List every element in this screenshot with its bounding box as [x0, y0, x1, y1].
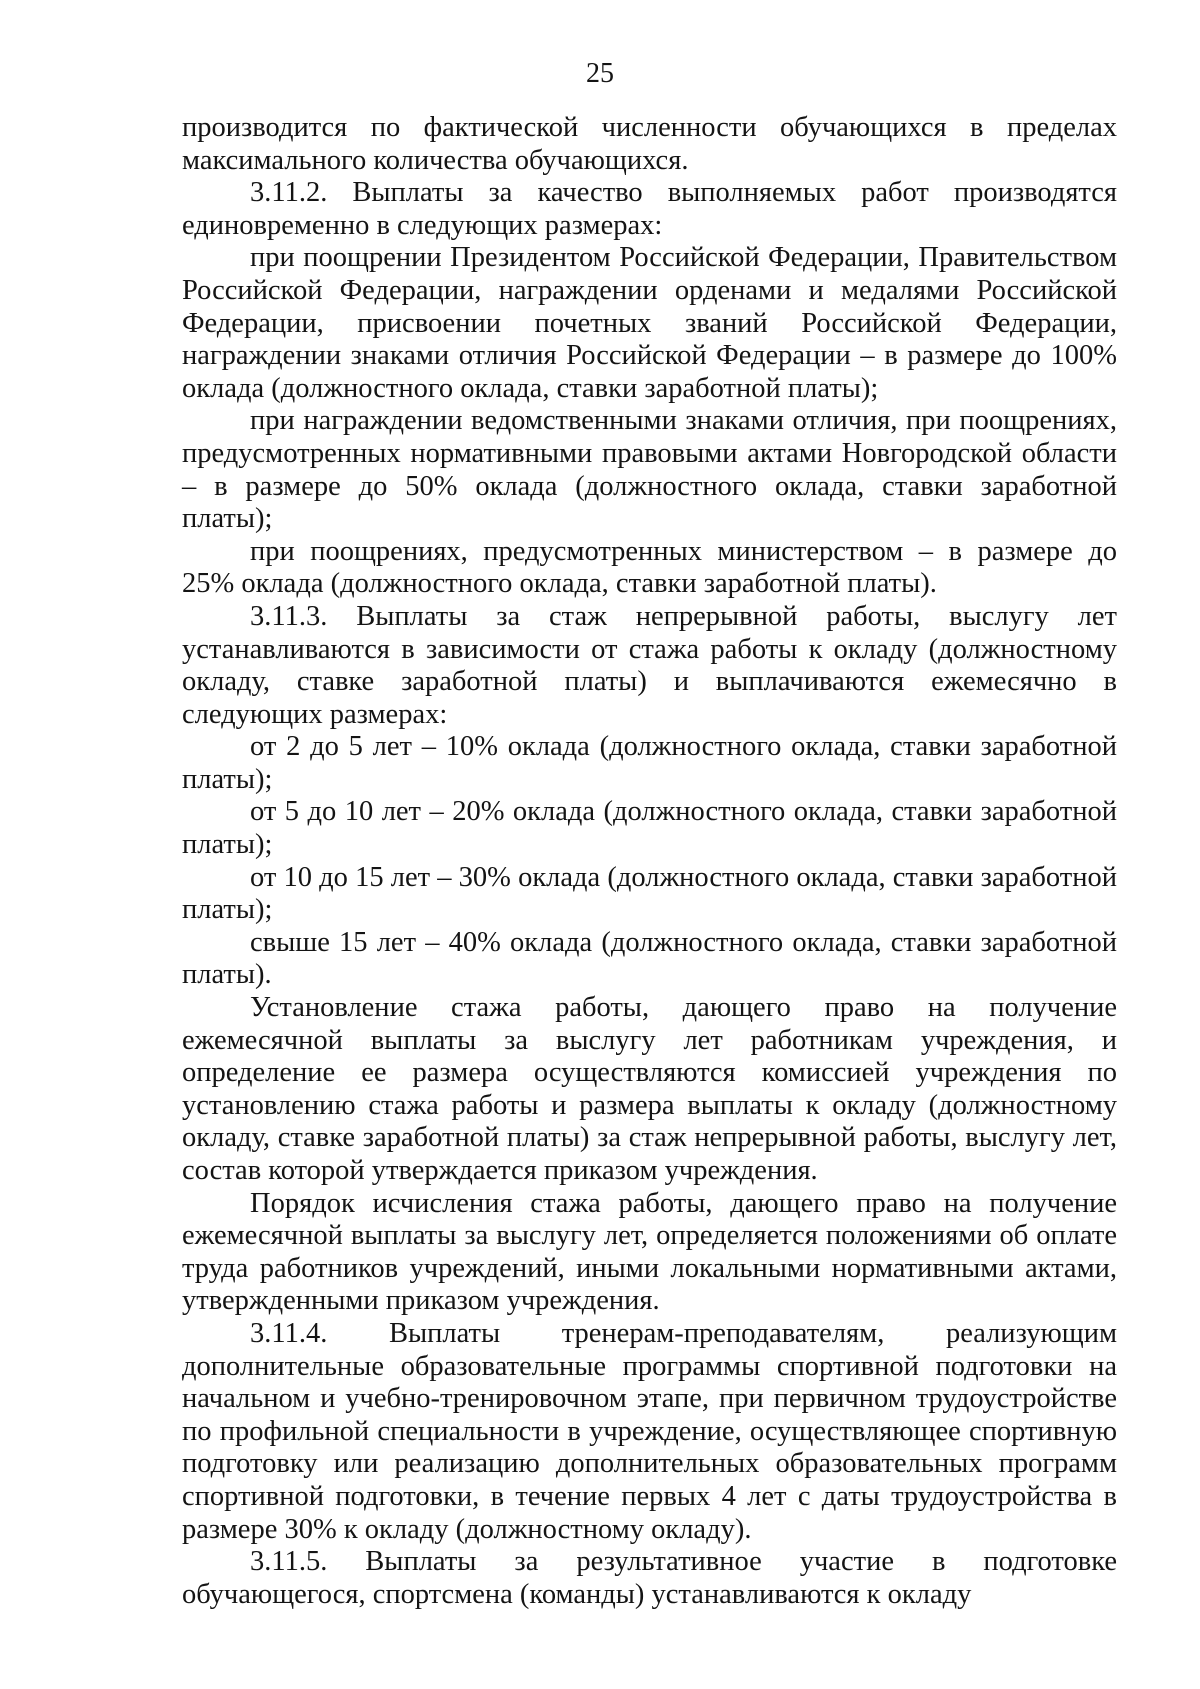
- paragraph-4: при награждении ведомственными знаками отличия, при поощрениях, предусмотренных нормативными правовыми актами Новгородской области – в размере до 50% оклада (должностного оклада, ставки заработной платы);: [182, 405, 1117, 535]
- paragraph-9: от 10 до 15 лет – 30% оклада (должностного оклада, ставки заработной платы);: [182, 861, 1117, 926]
- paragraph-14: 3.11.5. Выплаты за результативное участие в подготовке обучающегося, спортсмена (команды) устанавливаются к окладу: [182, 1546, 1117, 1610]
- paragraph-12: Порядок исчисления стажа работы, дающего право на получение ежемесячной выплаты за выслугу лет, определяется положениями об оплате труда работников учреждений, иными локальными нормативными актами, утвержденными приказом учреждения.: [182, 1187, 1117, 1317]
- paragraph-2: 3.11.2. Выплаты за качество выполняемых работ производятся единовременно в следующих размерах:: [182, 177, 1117, 241]
- paragraph-7: от 2 до 5 лет – 10% оклада (должностного оклада, ставки заработной платы);: [182, 731, 1117, 795]
- paragraph-6: 3.11.3. Выплаты за стаж непрерывной работы, выслугу лет устанавливаются в зависимости от стажа работы к окладу (должностному окладу, ставке заработной платы) и выплачиваются ежемесячно в следующих размерах:: [182, 600, 1117, 730]
- paragraph-10: свыше 15 лет – 40% оклада (должностного оклада, ставки заработной платы).: [182, 926, 1117, 991]
- page-number: 25: [586, 58, 614, 89]
- document-body: [182, 112, 1117, 1611]
- paragraph-1: производится по фактической численности обучающихся в пределах максимального количества обучающихся.: [182, 112, 1117, 176]
- paragraph-13: 3.11.4. Выплаты тренерам-преподавателям, реализующим дополнительные образовательные программы спортивной подготовки на начальном и учебно-тренировочном этапе, при первичном трудоустройстве по профильной специальности в учреждение, осуществляющее спортивную подготовку или реализацию дополнительных образовательных программ спортивной подготовки, в течение первых 4 лет с даты трудоустройства в размере 30% к окладу (должностному окладу).: [182, 1317, 1117, 1545]
- paragraph-8: от 5 до 10 лет – 20% оклада (должностного оклада, ставки заработной платы);: [182, 796, 1117, 861]
- paragraph-5: при поощрениях, предусмотренных министерством – в размере до 25% оклада (должностного оклада, ставки заработной платы).: [182, 535, 1117, 600]
- paragraph-3: при поощрении Президентом Российской Федерации, Правительством Российской Федерации, награждении орденами и медалями Российской Федерации, присвоении почетных званий Российской Федерации, награждении знаками отличия Российской Федерации – в размере до 100% оклада (должностного оклада, ставки заработной платы);: [182, 242, 1117, 404]
- paragraph-11: Установление стажа работы, дающего право на получение ежемесячной выплаты за выслугу лет работникам учреждения, и определение ее размера осуществляются комиссией учреждения по установлению стажа работы и размера выплаты к окладу (должностному окладу, ставке заработной платы) за стаж непрерывной работы, выслугу лет, состав которой утверждается приказом учреждения.: [182, 992, 1117, 1186]
